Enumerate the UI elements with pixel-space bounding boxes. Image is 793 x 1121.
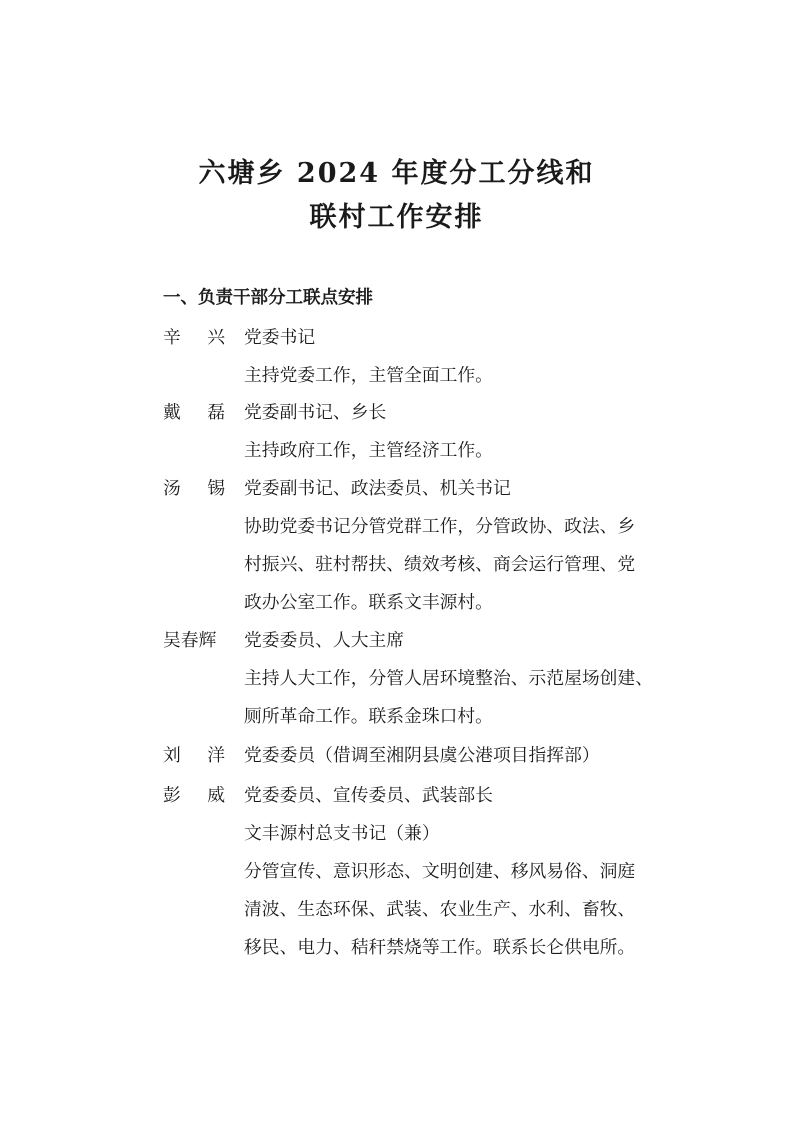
duty-line: 村振兴、驻村帮扶、绩效考核、商会运行管理、党 <box>244 554 636 575</box>
duty-line: 协助党委书记分管党群工作，分管政协、政法、乡 <box>244 516 636 537</box>
name-char: 汤 <box>163 478 181 499</box>
person-name <box>163 326 225 350</box>
person-name <box>163 477 225 501</box>
name-char: 威 <box>207 785 225 806</box>
person-name <box>163 744 225 768</box>
person-role: 党委副书记、政法委员、机关书记 <box>244 478 511 499</box>
section-heading: 一、负责干部分工联点安排 <box>163 288 373 308</box>
name-char: 彭 <box>163 785 181 806</box>
person-role: 党委委员（借调至湘阴县虞公港项目指挥部） <box>244 745 600 766</box>
person-role: 党委副书记、乡长 <box>244 402 387 423</box>
person-name: 吴春辉 <box>163 630 217 651</box>
person-name <box>163 401 225 425</box>
title-line-1: 六塘乡 2024 年度分工分线和 <box>198 158 595 189</box>
name-char: 锡 <box>207 478 225 499</box>
duty-line: 厕所革命工作。联系金珠口村。 <box>244 706 493 727</box>
duty-line: 文丰源村总支书记（兼） <box>244 823 440 844</box>
name-char: 戴 <box>163 402 181 423</box>
duty-line: 分管宣传、意识形态、文明创建、移风易俗、洞庭 <box>244 861 636 882</box>
person-role: 党委委员、宣传委员、武装部长 <box>244 785 493 806</box>
duty-line: 政办公室工作。联系文丰源村。 <box>244 592 493 613</box>
person-name <box>163 784 225 808</box>
person-role: 党委书记 <box>244 327 316 348</box>
name-char: 兴 <box>207 327 225 348</box>
duty-line: 清波、生态环保、武装、农业生产、水利、畜牧、 <box>244 899 636 920</box>
duty-line: 主持人大工作，分管人居环境整治、示范屋场创建、 <box>244 668 653 689</box>
person-role: 党委委员、人大主席 <box>244 630 405 651</box>
name-char: 磊 <box>207 402 225 423</box>
name-char: 辛 <box>163 327 181 348</box>
duty-line: 主持党委工作，主管全面工作。 <box>244 365 493 386</box>
duty-line: 移民、电力、秸秆禁烧等工作。联系长仑供电所。 <box>244 937 636 958</box>
title-line-2: 联村工作安排 <box>309 202 484 233</box>
duty-line: 主持政府工作，主管经济工作。 <box>244 440 493 461</box>
name-char: 刘 <box>163 745 181 766</box>
name-char: 洋 <box>207 745 225 766</box>
document-title <box>0 152 793 240</box>
